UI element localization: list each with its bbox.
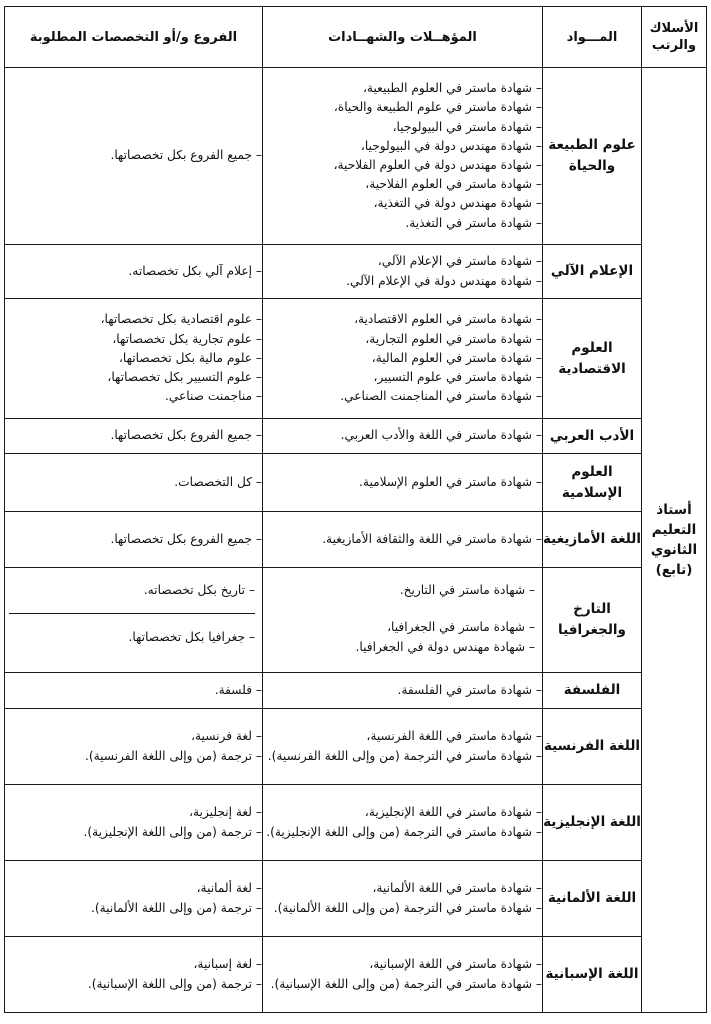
subject-cell: العلوم الإسلامية	[543, 454, 642, 512]
header-rank: الأسلاك والرتب	[642, 7, 707, 68]
branch-item: – ترجمة (من وإلى اللغة الإسبانية).	[87, 976, 262, 991]
geography-branches	[9, 614, 255, 667]
qualifications-cell	[263, 785, 543, 861]
branches-cell	[5, 512, 263, 568]
table-row	[5, 568, 707, 673]
branches-cell	[5, 419, 263, 454]
qualification-item: – شهادة ماستر في الجغرافيا،	[387, 620, 535, 635]
header-row	[5, 7, 707, 68]
branches-cell	[5, 937, 263, 1013]
qualifications-cell	[263, 937, 543, 1013]
branch-item: – ترجمة (من وإلى اللغة الألمانية).	[91, 900, 262, 915]
branches-cell	[5, 299, 263, 419]
geography-qualifications	[267, 612, 535, 666]
table-row	[5, 709, 707, 785]
qualification-item: – شهادة ماستر في المناجمنت الصناعي.	[340, 389, 542, 404]
qualification-item: – شهادة ماستر في اللغة والأدب العربي.	[340, 428, 542, 443]
qualification-item: – شهادة ماستر في الترجمة (من وإلى اللغة الفرنسية).	[267, 748, 542, 763]
qualifications-cell	[263, 454, 543, 512]
table-row	[5, 785, 707, 861]
rank-cell	[642, 68, 707, 1013]
qualifications-cell	[263, 673, 543, 709]
qualification-item: – شهادة ماستر في الترجمة (من وإلى اللغة الإسبانية).	[270, 976, 542, 991]
branches-cell	[5, 673, 263, 709]
qualification-item: – شهادة ماستر في العلوم الإسلامية.	[359, 474, 542, 489]
branch-item: – علوم اقتصادية بكل تخصصاتها،	[100, 312, 262, 327]
qualification-item: – شهادة ماستر في الإعلام الآلي،	[377, 254, 542, 269]
header-branches: الفروع و/أو التخصصات المطلوبة	[5, 7, 263, 68]
branch-item: – علوم تجارية بكل تخصصاتها،	[112, 331, 262, 346]
branch-item: – لغة فرنسية،	[191, 729, 262, 744]
subject-cell: الأدب العربي	[543, 419, 642, 454]
qualification-item: – شهادة مهندس دولة في التغذية،	[373, 196, 542, 211]
branch-item: – علوم التسيير بكل تخصصاتها،	[107, 370, 262, 385]
history-branches	[9, 573, 255, 613]
qualifications-cell	[263, 709, 543, 785]
table-row	[5, 299, 707, 419]
qualification-item: – شهادة ماستر في اللغة الإنجليزية،	[364, 805, 542, 820]
subject-cell: اللغة الألمانية	[543, 861, 642, 937]
qualification-item: – شهادة مهندس دولة في الجغرافيا.	[355, 639, 535, 654]
qualification-item: – شهادة مهندس دولة في البيولوجيا،	[360, 138, 542, 153]
branch-item: – جميع الفروع بكل تخصصاتها.	[110, 531, 262, 546]
branches-cell	[5, 245, 263, 299]
branches-cell	[5, 568, 263, 673]
branch-item: – لغة ألمانية،	[196, 881, 262, 896]
qualification-item: – شهادة مهندس دولة في الإعلام الآلي.	[346, 273, 542, 288]
branches-cell	[5, 785, 263, 861]
subject-cell: اللغة الفرنسية	[543, 709, 642, 785]
qualification-item: – شهادة ماستر في اللغة الفرنسية،	[366, 729, 542, 744]
qualification-item: – شهادة ماستر في العلوم الطبيعية،	[363, 81, 542, 96]
branch-item: – جميع الفروع بكل تخصصاتها.	[110, 428, 262, 443]
qualification-item: – شهادة ماستر في علوم الطبيعة والحياة،	[333, 100, 542, 115]
qualifications-cell	[263, 861, 543, 937]
qualifications-cell	[263, 419, 543, 454]
qualification-item: – شهادة مهندس دولة في العلوم الفلاحية،	[333, 158, 542, 172]
branch-item: – ترجمة (من وإلى اللغة الفرنسية).	[84, 748, 262, 763]
branch-item: – لغة إنجليزية،	[189, 805, 262, 820]
qualification-item: – شهادة ماستر في العلوم الاقتصادية،	[354, 312, 542, 327]
qualification-item: – شهادة ماستر في اللغة الألمانية،	[372, 881, 542, 896]
header-qualifications: المؤهــلات والشهــادات	[263, 7, 543, 68]
table-row	[5, 68, 707, 245]
subject-cell: علوم الطبيعة والحياة	[543, 68, 642, 245]
qualification-item: – شهادة ماستر في التغذية.	[405, 215, 542, 230]
branch-item: – لغة إسبانية،	[193, 957, 262, 972]
table-row	[5, 861, 707, 937]
qualification-item: – شهادة ماستر في التاريخ.	[399, 583, 535, 598]
subject-cell: الفلسفة	[543, 673, 642, 709]
table-row	[5, 512, 707, 568]
qualification-item: – شهادة ماستر في اللغة والثقافة الأمازيغية.	[322, 531, 542, 546]
branch-item: – جغرافيا بكل تخصصاتها.	[128, 629, 255, 644]
branch-item: – ترجمة (من وإلى اللغة الإنجليزية).	[83, 824, 262, 839]
branch-item: – جميع الفروع بكل تخصصاتها.	[110, 148, 262, 163]
branches-cell	[5, 709, 263, 785]
table-header	[5, 7, 707, 68]
subject-cell: الإعلام الآلي	[543, 245, 642, 299]
qualifications-cell	[263, 512, 543, 568]
table-row	[5, 454, 707, 512]
qualification-item: – شهادة ماستر في اللغة الإسبانية،	[369, 957, 542, 972]
qualification-item: – شهادة ماستر في الترجمة (من وإلى اللغة الألمانية).	[273, 900, 542, 915]
subject-cell: العلوم الاقتصادية	[543, 299, 642, 419]
qualifications-cell	[263, 245, 543, 299]
subject-cell: اللغة الإسبانية	[543, 937, 642, 1013]
qualification-item: – شهادة ماستر في العلوم الفلاحية،	[365, 177, 542, 192]
qualification-item: – شهادة ماستر في العلوم التجارية،	[365, 331, 542, 346]
branch-item: – كل التخصصات.	[174, 474, 262, 489]
table-row	[5, 937, 707, 1013]
qualification-item: – شهادة ماستر في الترجمة (من وإلى اللغة الإنجليزية).	[266, 824, 542, 839]
subject-cell: اللغة الأمازيغية	[543, 512, 642, 568]
header-subject: المـــواد	[543, 7, 642, 68]
rank-label: أستاذ التعليم الثانوي (تابع)	[650, 502, 698, 578]
branches-cell	[5, 454, 263, 512]
table-row	[5, 673, 707, 709]
branch-item: – علوم مالية بكل تخصصاتها،	[118, 350, 262, 365]
qualification-item: – شهادة ماستر في علوم التسيير،	[373, 370, 542, 385]
branches-cell	[5, 68, 263, 245]
qualification-item: – شهادة ماستر في العلوم المالية،	[371, 350, 542, 365]
history-qualifications	[267, 573, 535, 612]
branches-cell	[5, 861, 263, 937]
table-row	[5, 419, 707, 454]
subject-cell: التارخ والجغرافيا	[543, 568, 642, 673]
subject-cell: اللغة الإنجليزية	[543, 785, 642, 861]
branch-item: – مناجمنت صناعي.	[164, 389, 262, 404]
qualification-item: – شهادة ماستر في الفلسفة.	[397, 682, 542, 697]
branch-item: – تاريخ بكل تخصصاته.	[143, 583, 255, 598]
qualifications-table	[4, 6, 707, 1013]
branch-item: – إعلام آلي بكل تخصصاته.	[128, 263, 262, 278]
table-body	[5, 68, 707, 1013]
table-row	[5, 245, 707, 299]
qualification-item: – شهادة ماستر في البيولوجيا،	[392, 119, 542, 134]
qualifications-cell	[263, 68, 543, 245]
branch-item: – فلسفة.	[214, 682, 262, 697]
qualifications-cell	[263, 299, 543, 419]
qualifications-cell	[263, 568, 543, 673]
